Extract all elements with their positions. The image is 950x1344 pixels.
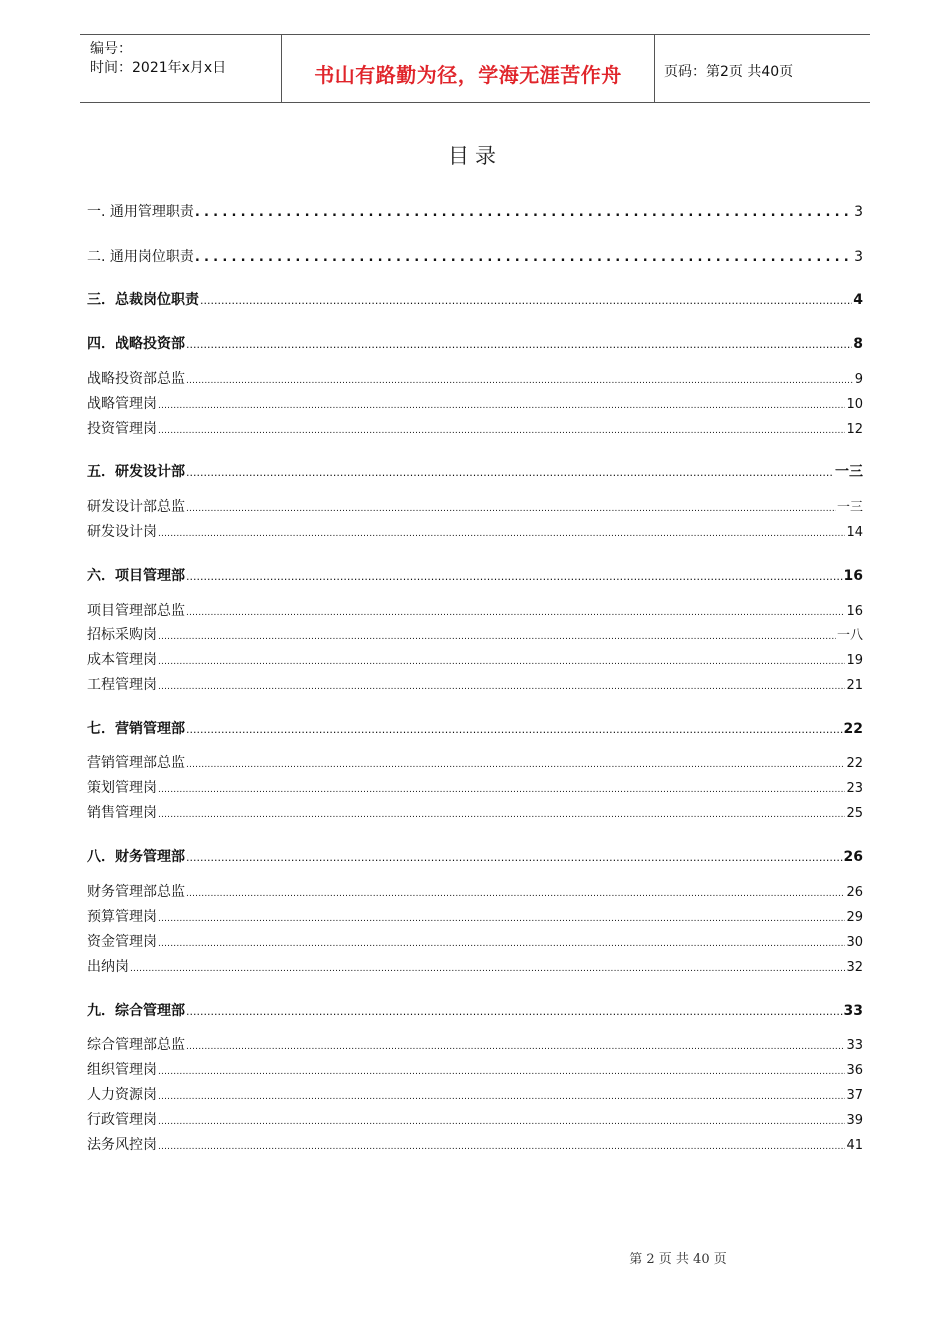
toc-entry-label: 七．营销管理部 — [87, 721, 185, 737]
toc-entry-page-number: 一三 — [835, 464, 863, 480]
toc-dot-leader — [186, 1005, 843, 1018]
toc-entry-page-number: 14 — [846, 525, 863, 540]
toc-dot-leader — [158, 914, 845, 924]
toc-entry[interactable] — [87, 674, 863, 694]
toc-entry[interactable] — [87, 1084, 863, 1104]
toc-entry-label: 预算管理岗 — [87, 909, 157, 925]
toc-entry[interactable] — [87, 600, 863, 620]
toc-entry[interactable] — [87, 718, 863, 738]
toc-dot-leader — [186, 760, 845, 770]
page-header — [80, 34, 870, 103]
toc-entry[interactable] — [87, 368, 863, 388]
toc-dot-leader — [158, 785, 845, 795]
toc-entry-label: 财务管理部总监 — [87, 884, 185, 900]
toc-entry-page-number: 29 — [846, 910, 863, 925]
toc-entry[interactable] — [87, 496, 863, 516]
toc-dot-leader — [195, 250, 853, 265]
toc-entry[interactable] — [87, 1134, 863, 1154]
toc-entry[interactable] — [87, 461, 863, 481]
page-footer: 第 2 页 共 40 页 — [629, 1252, 727, 1267]
header-left-cell — [80, 35, 280, 102]
toc-dot-leader — [158, 529, 845, 539]
toc-dot-leader — [158, 426, 845, 436]
toc-dot-leader — [186, 851, 843, 864]
toc-entry-page-number: 37 — [846, 1088, 863, 1103]
toc-dot-leader — [158, 401, 845, 411]
toc-dot-leader — [158, 1067, 845, 1077]
toc-entry-page-number: 22 — [843, 721, 863, 737]
toc-entry[interactable] — [87, 246, 863, 266]
toc-entry[interactable] — [87, 393, 863, 413]
toc-entry-label: 战略投资部总监 — [87, 371, 185, 387]
toc-entry[interactable] — [87, 201, 863, 221]
toc-entry[interactable] — [87, 1109, 863, 1129]
toc-entry[interactable] — [87, 846, 863, 866]
toc-entry-label: 出纳岗 — [87, 959, 129, 975]
toc-entry[interactable] — [87, 752, 863, 772]
toc-entry[interactable] — [87, 802, 863, 822]
toc-entry[interactable] — [87, 418, 863, 438]
toc-entry-page-number: 36 — [846, 1063, 863, 1078]
toc-entry[interactable] — [87, 1000, 863, 1020]
date-label: 时间：2021年x月x日 — [90, 60, 227, 76]
toc-dot-leader — [158, 1092, 845, 1102]
toc-entry[interactable] — [87, 906, 863, 926]
header-center-cell — [281, 35, 655, 102]
toc-entry[interactable] — [87, 289, 863, 309]
toc-entry-label: 四．战略投资部 — [87, 336, 185, 352]
serial-number-label: 编号： — [90, 41, 132, 57]
toc-entry[interactable] — [87, 956, 863, 976]
toc-entry-label: 九．综合管理部 — [87, 1003, 185, 1019]
toc-entry[interactable] — [87, 1059, 863, 1079]
toc-dot-leader — [186, 889, 845, 899]
toc-entry[interactable] — [87, 624, 863, 644]
toc-entry-page-number: 41 — [846, 1138, 863, 1153]
toc-dot-leader — [158, 682, 845, 692]
toc-entry-page-number: 10 — [846, 397, 863, 412]
toc-entry-page-number: 一三 — [836, 500, 863, 515]
toc-entry-label: 策划管理岗 — [87, 780, 157, 796]
toc-dot-leader — [186, 608, 845, 618]
toc-entry-label: 组织管理岗 — [87, 1062, 157, 1078]
header-motto: 书山有路勤为径，学海无涯苦作舟 — [314, 63, 622, 87]
toc-dot-leader — [186, 466, 834, 479]
toc-entry-label: 八．财务管理部 — [87, 849, 185, 865]
toc-dot-leader — [186, 376, 854, 386]
toc-dot-leader — [130, 964, 845, 974]
toc-entry-page-number: 23 — [846, 781, 863, 796]
toc-entry-label: 六．项目管理部 — [87, 568, 185, 584]
toc-entry-page-number: 8 — [853, 336, 863, 352]
header-right-cell — [654, 35, 870, 102]
toc-entry-label: 研发设计岗 — [87, 524, 157, 540]
toc-entry-page-number: 26 — [846, 885, 863, 900]
toc-entry-label: 销售管理岗 — [87, 805, 157, 821]
toc-dot-leader — [186, 338, 852, 351]
toc-entry-page-number: 9 — [854, 372, 863, 387]
toc-entry-page-number: 3 — [854, 204, 863, 220]
toc-entry-label: 法务风控岗 — [87, 1137, 157, 1153]
toc-entry[interactable] — [87, 931, 863, 951]
toc-entry-label: 招标采购岗 — [87, 627, 157, 643]
toc-entry-page-number: 19 — [846, 653, 863, 668]
toc-dot-leader — [186, 504, 836, 514]
toc-entry-label: 人力资源岗 — [87, 1087, 157, 1103]
toc-entry-page-number: 4 — [853, 292, 863, 308]
toc-dot-leader — [186, 723, 843, 736]
toc-entry[interactable] — [87, 881, 863, 901]
toc-entry-label: 二. 通用岗位职责 — [87, 249, 194, 265]
toc-entry[interactable] — [87, 565, 863, 585]
toc-entry[interactable] — [87, 649, 863, 669]
toc-entry-page-number: 33 — [843, 1003, 863, 1019]
toc-entry[interactable] — [87, 777, 863, 797]
toc-entry[interactable] — [87, 521, 863, 541]
toc-entry[interactable] — [87, 1034, 863, 1054]
header-page-info: 页码：第2页 共40页 — [664, 64, 794, 80]
toc-dot-leader — [200, 294, 852, 307]
toc-entry-label: 五．研发设计部 — [87, 464, 185, 480]
toc-entry-label: 营销管理部总监 — [87, 755, 185, 771]
toc-entry-page-number: 26 — [843, 849, 863, 865]
toc-entry-page-number: 22 — [846, 756, 863, 771]
toc-entry-page-number: 一八 — [836, 628, 863, 643]
toc-entry-label: 三．总裁岗位职责 — [87, 292, 199, 308]
toc-dot-leader — [186, 570, 843, 583]
toc-entry-label: 一. 通用管理职责 — [87, 204, 194, 220]
toc-entry-label: 综合管理部总监 — [87, 1037, 185, 1053]
toc-dot-leader — [186, 1042, 845, 1052]
toc-entry-page-number: 32 — [846, 960, 863, 975]
toc-entry-page-number: 25 — [846, 806, 863, 821]
toc-dot-leader — [195, 205, 853, 220]
toc-entry-label: 工程管理岗 — [87, 677, 157, 693]
toc-dot-leader — [158, 657, 845, 667]
toc-entry-page-number: 33 — [846, 1038, 863, 1053]
toc-dot-leader — [158, 939, 845, 949]
toc-entry-label: 资金管理岗 — [87, 934, 157, 950]
toc-entry-page-number: 39 — [846, 1113, 863, 1128]
toc-title: 目录 — [448, 144, 502, 168]
toc-entry-page-number: 21 — [846, 678, 863, 693]
toc-entry-page-number: 16 — [846, 604, 863, 619]
toc-dot-leader — [158, 810, 845, 820]
toc-dot-leader — [158, 1117, 845, 1127]
toc-entry-page-number: 12 — [846, 422, 863, 437]
toc-entry-page-number: 16 — [843, 568, 863, 584]
toc-entry-page-number: 3 — [854, 249, 863, 265]
toc-dot-leader — [158, 632, 836, 642]
toc-entry-page-number: 30 — [846, 935, 863, 950]
toc-entry-label: 成本管理岗 — [87, 652, 157, 668]
toc-entry-label: 研发设计部总监 — [87, 499, 185, 515]
toc-entry-label: 投资管理岗 — [87, 421, 157, 437]
toc-entry-label: 战略管理岗 — [87, 396, 157, 412]
toc-entry[interactable] — [87, 333, 863, 353]
toc-entry-label: 项目管理部总监 — [87, 603, 185, 619]
toc-dot-leader — [158, 1142, 845, 1152]
toc-entry-label: 行政管理岗 — [87, 1112, 157, 1128]
